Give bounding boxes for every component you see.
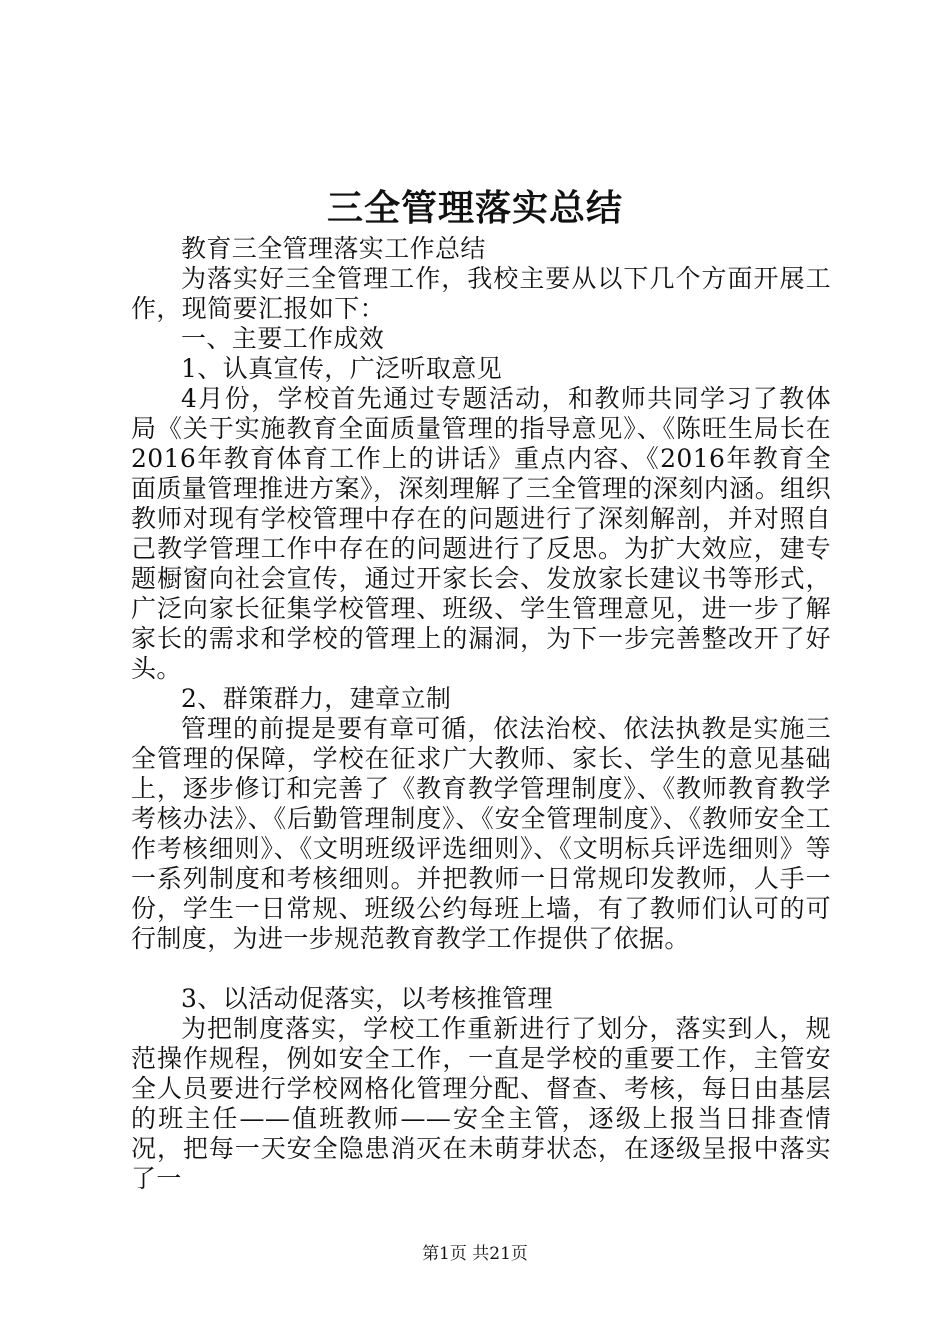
section-heading: 一、主要工作成效 [181,324,385,353]
page-footer: 第1页 共21页 [422,1244,528,1264]
subsection-heading-3: 3、以活动促落实，以考核推管理 [181,984,553,1013]
body-paragraph-1: 4月份，学校首先通过专题活动，和教师共同学习了教体局《关于实施教育全面质量管理的指导意见》、《陈旺生局长在2016年教育体育工作上的讲话》重点内容、《2016年教育全面质量管理推进方案》，深刻理解了三全管理的深刻内涵。组织教师对现有学校管理中存在的问题进行了深刻解剖，并对照自己教学管理工作中存在的问题进行了反思。为扩大效应，建专题橱窗向社会宣传，通过开家长会、发放家长建议书等形式，广泛向家长征集学校管理、班级、学生管理意见，进一步了解家长的需求和学校的管理上的漏洞，为下一步完善整改开了好头。 [131,384,831,683]
subtitle-paragraph: 教育三全管理落实工作总结 [181,234,486,263]
intro-paragraph: 为落实好三全管理工作，我校主要从以下几个方面开展工作，现简要汇报如下： [131,264,831,323]
body-paragraph-3: 为把制度落实，学校工作重新进行了划分，落实到人，规范操作规程，例如安全工作，一直是学校的重要工作，主管安全人员要进行学校网格化管理分配、督查、考核，每日由基层的班主任——值班教师——安全主管，逐级上报当日排查情况，把每一天安全隐患消灭在未萌芽状态，在逐级呈报中落实了一 [131,1014,831,1193]
document-title: 三全管理落实总结 [326,187,623,229]
subsection-heading-1: 1、认真宣传，广泛听取意见 [181,354,503,383]
body-paragraph-2: 管理的前提是要有章可循，依法治校、依法执教是实施三全管理的保障，学校在征求广大教师、家长、学生的意见基础上，逐步修订和完善了《教育教学管理制度》、《教师教育教学考核办法》、《后勤管理制度》、《安全管理制度》、《教师安全工作考核细则》、《文明班级评选细则》、《文明标兵评选细则》等一系列制度和考核细则。并把教师一日常规印发教师，人手一份，学生一日常规、班级公约每班上墙，有了教师们认可的可行制度，为进一步规范教育教学工作提供了依据。 [131,714,831,953]
paragraph-gap [131,954,831,984]
subsection-heading-2: 2、群策群力，建章立制 [181,684,452,713]
document-body [131,234,831,1194]
